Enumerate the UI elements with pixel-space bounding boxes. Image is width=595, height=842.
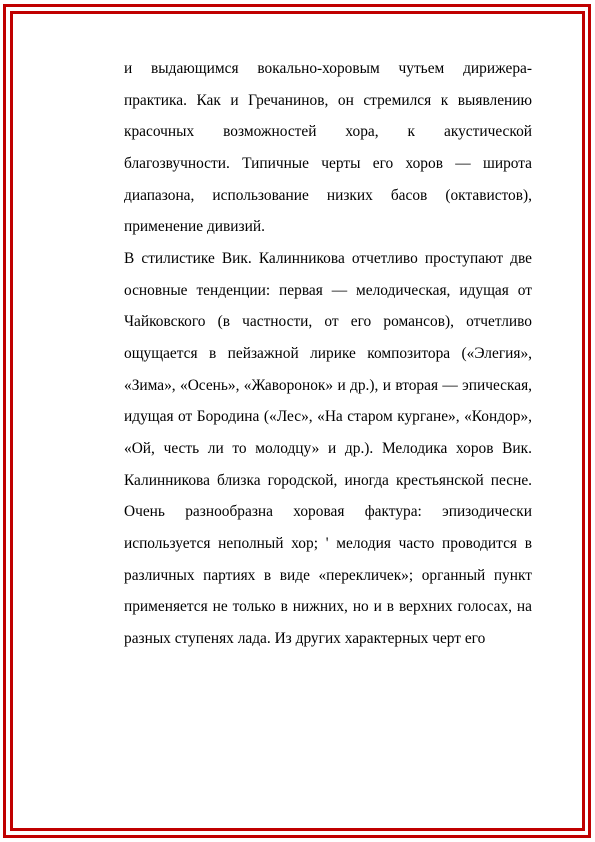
document-body: [124, 53, 532, 654]
paragraph-kalinnikov-style: В стилистике Вик. Калинникова отчетливо проступают две основные тенденции: первая — мелодическая, идущая от Чайковского (в частности, от его романсов), отчетливо ощущается в пейзажной лирике композитора («Элегия», «Зима», «Осень», «Жаворонок» и др.), и вторая — эпическая, идущая от Бородина («Лес», «На старом кургане», «Кондор», «Ой, честь ли то молодцу» и др.). Мелодика хоров Вик. Калинникова близка городской, иногда крестьянской песне. Очень разнообразна хоровая фактура: эпизодически используется неполный хор; ' мелодия часто проводится в различных партиях в виде «перекличек»; органный пункт применяется не только в нижних, но и в верхних голосах, на разных ступенях лада. Из других характерных черт его: [124, 249, 532, 647]
paragraph-continuation: и выдающимся вокально-хоровым чутьем дирижера-практика. Как и Гречанинов, он стремился к выявлению красочных возможностей хора, к акустической благозвучности. Типичные черты его хоров — широта диапазона, использование низких басов (октавистов), применение дивизий.: [124, 60, 532, 236]
